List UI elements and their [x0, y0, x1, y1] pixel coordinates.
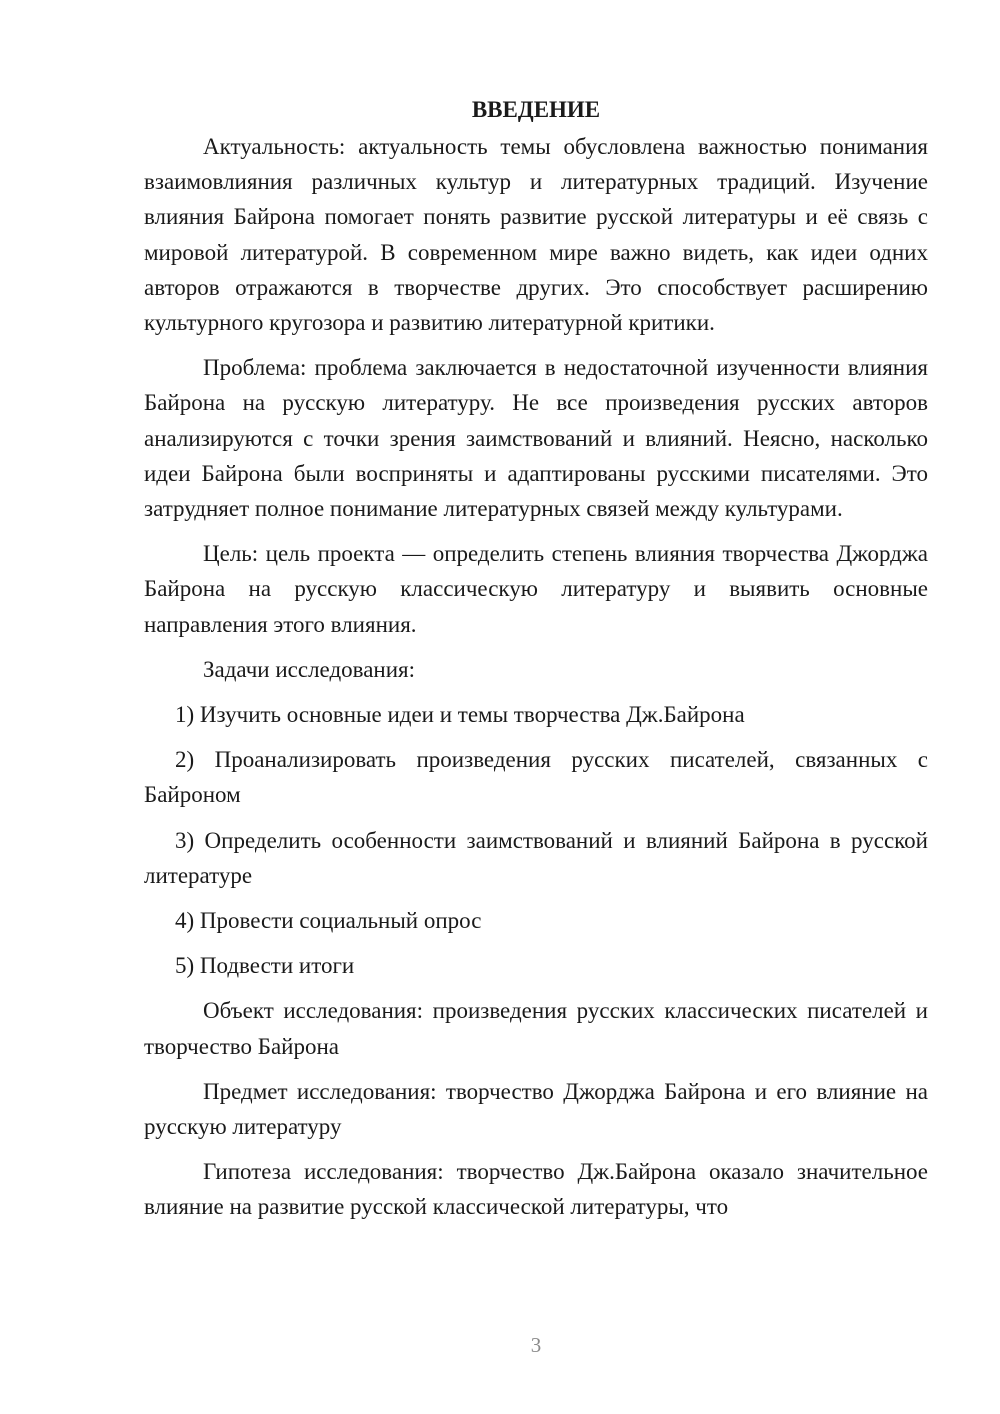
page-body	[144, 92, 928, 1235]
relevance-paragraph: Актуальность: актуальность темы обусловлена важностью понимания взаимовлияния различных культур и литературных традиций. Изучение влияния Байрона помогает понять развитие русской литературы и её связь с мировой литературой. В современном мире важно видеть, как идеи одних авторов отражаются в творчестве других. Это способствует расширению культурного кругозора и развитию литературной критики.	[144, 134, 928, 336]
problem-paragraph: Проблема: проблема заключается в недостаточной изученности влияния Байрона на русскую литературу. Не все произведения русских авторов анализируются с точки зрения заимствований и влияний. Неясно, насколько идеи Байрона были восприняты и адаптированы русскими писателями. Это затрудняет полное понимание литературных связей между культурами.	[144, 355, 928, 522]
task-item-4: 4) Провести социальный опрос	[175, 908, 482, 934]
tasks-heading: Задачи исследования:	[203, 656, 416, 682]
page-number: 3	[530, 1333, 542, 1357]
object-paragraph: Объект исследования: произведения русских классических писателей и творчество Байрона	[144, 998, 928, 1059]
section-heading: ВВЕДЕНИЕ	[471, 97, 601, 122]
subject-paragraph: Предмет исследования: творчество Джорджа Байрона и его влияние на русскую литературу	[144, 1078, 928, 1140]
task-item-3: 3) Определить особенности заимствований и влияний Байрона в русской литературе	[144, 827, 928, 888]
task-item-1: 1) Изучить основные идеи и темы творчества Дж.Байрона	[175, 702, 745, 728]
task-item-5: 5) Подвести итоги	[175, 953, 355, 979]
goal-paragraph: Цель: цель проекта — определить степень влияния творчества Джорджа Байрона на русскую классическую литературу и выявить основные направления этого влияния.	[144, 541, 928, 637]
hypothesis-paragraph: Гипотеза исследования: творчество Дж.Байрона оказало значительное влияние на развитие русской классической литературы, что	[144, 1159, 928, 1220]
task-item-2: 2) Проанализировать произведения русских писателей, связанных с Байроном	[144, 747, 928, 808]
